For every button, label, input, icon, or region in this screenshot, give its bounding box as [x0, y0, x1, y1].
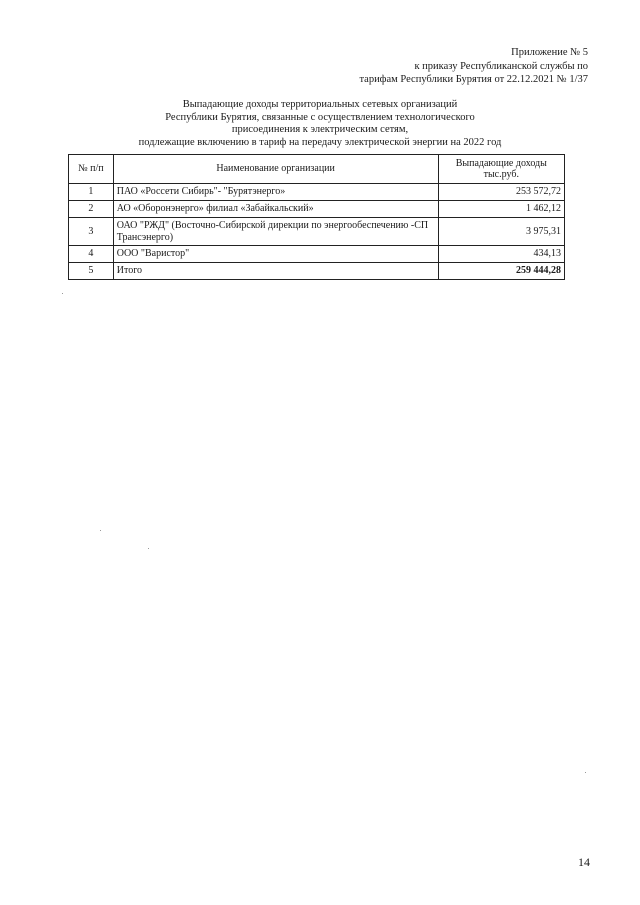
table-row — [69, 184, 565, 201]
scan-speck — [100, 530, 101, 531]
row-num: 4 — [69, 246, 114, 263]
row-value: 1 462,12 — [438, 201, 564, 218]
revenue-table — [68, 154, 565, 280]
row-value: 253 572,72 — [438, 184, 564, 201]
table-total-row — [69, 263, 565, 280]
row-organization: ОАО "РЖД" (Восточно-Сибирской дирекции по энергообеспечению -СП Трансэнерго) — [113, 218, 438, 246]
row-organization: ПАО «Россети Сибирь"- "Бурятэнерго» — [113, 184, 438, 201]
scan-speck — [148, 548, 149, 549]
appendix-label: Приложение № 5 — [511, 47, 588, 58]
row-organization: АО «Оборонэнерго» филиал «Забайкальский» — [113, 201, 438, 218]
header-num: № п/п — [69, 155, 114, 184]
title-line-4: подлежащие включению в тариф на передачу электрической энергии на 2022 год — [138, 136, 502, 148]
table-header-row — [69, 155, 565, 184]
row-value: 3 975,31 — [438, 218, 564, 246]
order-date-number: тарифам Республики Бурятия от 22.12.2021 № 1/37 — [359, 74, 588, 85]
row-organization: Итого — [113, 263, 438, 280]
appendix-header — [359, 46, 588, 87]
title-line-3: присоединения к электрическим сетям, — [231, 124, 409, 135]
row-organization: ООО "Варистор" — [113, 246, 438, 263]
header-name: Наименование организации — [113, 155, 438, 184]
page-number: 14 — [578, 855, 590, 869]
document-title — [100, 99, 540, 149]
row-num: 5 — [69, 263, 114, 280]
row-num: 2 — [69, 201, 114, 218]
title-line-1: Выпадающие доходы территориальных сетевых организаций — [182, 99, 458, 110]
row-total-value: 259 444,28 — [438, 263, 564, 280]
table-row — [69, 218, 565, 246]
row-num: 3 — [69, 218, 114, 246]
scan-speck — [585, 772, 586, 773]
table-row — [69, 201, 565, 218]
order-reference: к приказу Республиканской службы по — [414, 60, 588, 72]
row-value: 434,13 — [438, 246, 564, 263]
header-value: Выпадающие доходы тыс.руб. — [438, 155, 564, 184]
table-row — [69, 246, 565, 263]
title-line-2: Республики Бурятия, связанные с осуществлением технологического — [165, 111, 475, 123]
scan-speck — [62, 293, 63, 294]
row-num: 1 — [69, 184, 114, 201]
